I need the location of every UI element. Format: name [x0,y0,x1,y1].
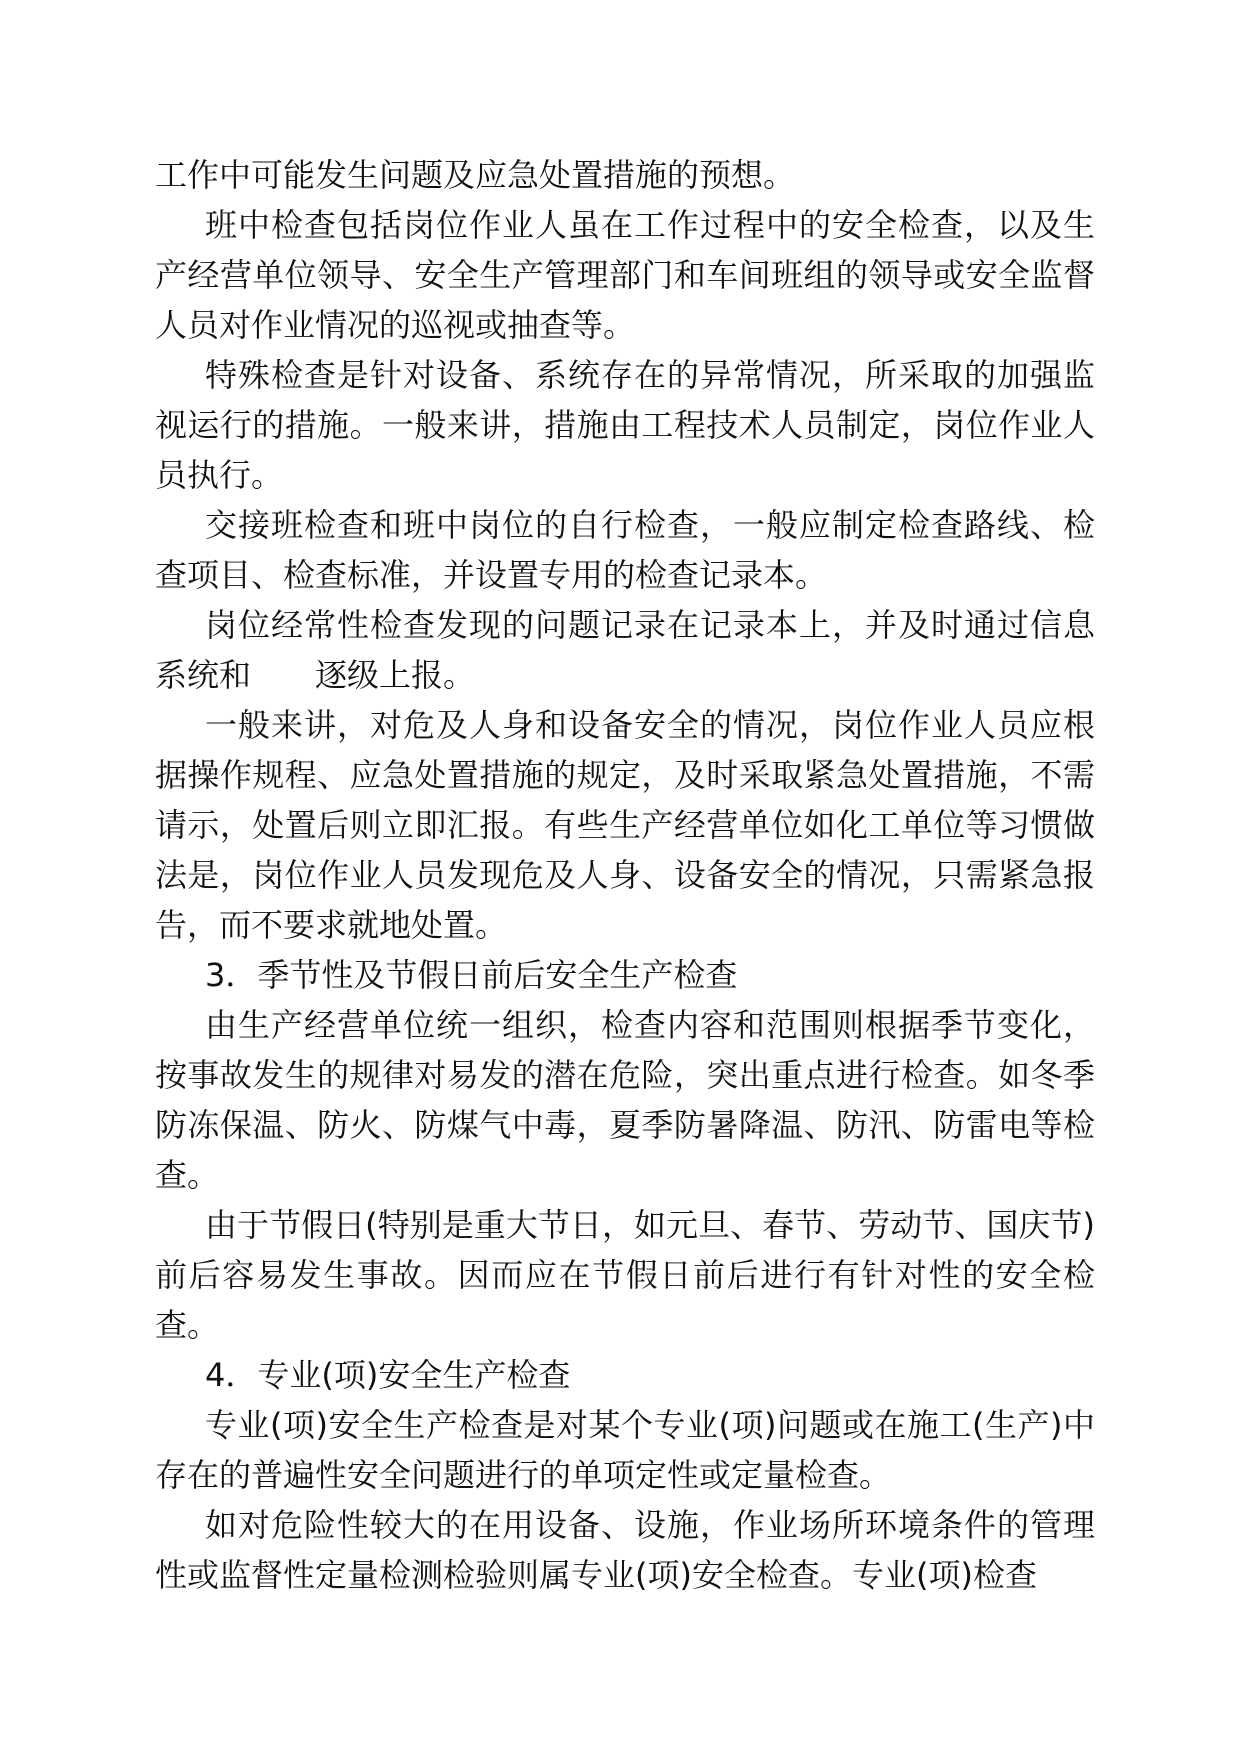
paragraph-1: 工作中可能发生问题及应急处置措施的预想。 [155,156,796,194]
paragraph-12: 如对危险性较大的在用设备、设施，作业场所环境条件的管理性或监督性定量检测检验则属专业(项)安全检查。专业(项)检查 [155,1506,1095,1594]
paragraph-6: 一般来讲，对危及人身和设备安全的情况，岗位作业人员应根据操作规程、应急处置措施的规定，及时采取紧急处置措施，不需请示，处置后则立即汇报。有些生产经营单位如化工单位等习惯做法是，岗位作业人员发现危及人身、设备安全的情况，只需紧急报告，而不要求就地处置。 [155,706,1095,944]
paragraph-5: 岗位经常性检查发现的问题记录在记录本上，并及时通过信息系统和 逐级上报。 [155,606,1095,694]
section-heading-4: 4．专业(项)安全生产检查 [205,1356,571,1394]
paragraph-11: 专业(项)安全生产检查是对某个专业(项)问题或在施工(生产)中存在的普遍性安全问题进行的单项定性或定量检查。 [155,1406,1095,1494]
paragraph-9: 由于节假日(特别是重大节日，如元旦、春节、劳动节、国庆节)前后容易发生事故。因而应在节假日前后进行有针对性的安全检查。 [155,1206,1095,1344]
document-page [155,150,1095,1600]
paragraph-2: 班中检查包括岗位作业人虽在工作过程中的安全检查，以及生产经营单位领导、安全生产管理部门和车间班组的领导或安全监督人员对作业情况的巡视或抽查等。 [155,206,1095,344]
section-heading-3: 3．季节性及节假日前后安全生产检查 [205,956,738,994]
paragraph-4: 交接班检查和班中岗位的自行检查，一般应制定检查路线、检查项目、检查标准，并设置专用的检查记录本。 [155,506,1095,594]
paragraph-3: 特殊检查是针对设备、系统存在的异常情况，所采取的加强监视运行的措施。一般来讲，措施由工程技术人员制定，岗位作业人员执行。 [155,356,1095,494]
paragraph-8: 由生产经营单位统一组织，检查内容和范围则根据季节变化，按事故发生的规律对易发的潜在危险，突出重点进行检查。如冬季防冻保温、防火、防煤气中毒，夏季防暑降温、防汛、防雷电等检查。 [155,1006,1095,1194]
